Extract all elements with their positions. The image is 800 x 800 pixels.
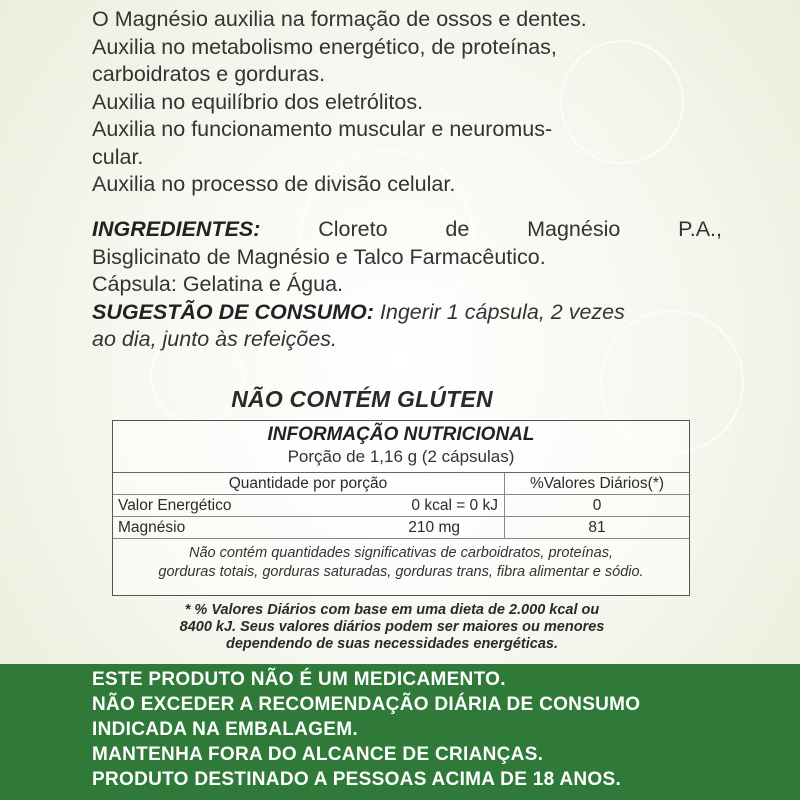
row-name-amount: [113, 517, 505, 538]
warning-line: NÃO EXCEDER A RECOMENDAÇÃO DIÁRIA DE CONSUMO: [92, 694, 641, 715]
consumption-text: Ingerir 1 cápsula, 2 vezes: [379, 299, 625, 324]
nutrition-column-headers: [113, 473, 689, 495]
ingredient-word: Magnésio: [527, 217, 621, 241]
warning-text: [92, 667, 640, 792]
nutrient-daily-value: 81: [588, 519, 606, 536]
ingredients-line-3: Cápsula: Gelatina e Água.: [92, 272, 343, 296]
consumption-label: SUGESTÃO DE CONSUMO:: [92, 299, 374, 324]
nutrient-amount: 210 mg: [408, 519, 460, 536]
footnote-line: dependendo de suas necessidades energéticas.: [225, 636, 559, 652]
benefit-line: Auxilia no equilíbrio dos eletrólitos.: [92, 89, 424, 114]
nutrition-footer-line: Não contém quantidades significativas de carboidratos, proteínas,: [189, 545, 613, 561]
benefit-line: O Magnésio auxilia na formação de ossos e dentes.: [92, 7, 587, 31]
footnote-line: 8400 kJ. Seus valores diários podem ser maiores ou menores: [179, 619, 605, 635]
benefit-line: Auxilia no funcionamento muscular e neuromus-: [92, 117, 553, 141]
warning-banner: [0, 664, 800, 800]
nutrition-title: INFORMAÇÃO NUTRICIONAL: [267, 424, 535, 445]
benefit-line: Auxilia no processo de divisão celular.: [92, 172, 456, 196]
nutrient-daily-value: 0: [592, 497, 602, 514]
table-row: [113, 517, 689, 539]
ingredients-line-2: Bisglicinato de Magnésio e Talco Farmacêutico.: [92, 244, 546, 269]
ingredient-word: de: [445, 217, 470, 241]
gluten-free-notice: NÃO CONTÉM GLÚTEN: [231, 386, 493, 412]
row-name-amount: [113, 495, 505, 516]
nutrition-table: [112, 420, 690, 596]
ingredient-word: Cloreto: [318, 217, 388, 241]
consumption-line-2: ao dia, junto às refeições.: [92, 327, 338, 351]
warning-line: MANTENHA FORA DO ALCANCE DE CRIANÇAS.: [92, 744, 544, 765]
ingredients-line-1: [92, 216, 722, 244]
nutrition-footer-line: gorduras totais, gorduras saturadas, gorduras trans, fibra alimentar e sódio.: [158, 564, 644, 580]
column-header-daily-value: %Valores Diários(*): [529, 475, 665, 492]
warning-line: ESTE PRODUTO NÃO É UM MEDICAMENTO.: [92, 669, 506, 690]
warning-line: INDICADA NA EMBALAGEM.: [92, 719, 358, 740]
footnote-line: * % Valores Diários com base em uma dieta de 2.000 kcal ou: [184, 602, 600, 618]
benefit-line: carboidratos e gorduras.: [92, 62, 326, 86]
nutrition-footer: [113, 539, 689, 582]
benefit-line: cular.: [92, 144, 144, 169]
ingredients-label: INGREDIENTES:: [92, 217, 261, 241]
benefits-list: [92, 6, 732, 199]
column-header-amount-label: Quantidade por porção: [228, 475, 388, 492]
nutrient-name: Valor Energético: [118, 497, 232, 514]
ingredients-section: [92, 216, 722, 354]
nutrient-amount: 0 kcal = 0 kJ: [411, 497, 498, 514]
consumption-line-1: [92, 299, 722, 327]
nutrition-portion: Porção de 1,16 g (2 cápsulas): [287, 447, 515, 466]
ingredient-word: P.A.,: [678, 217, 722, 241]
column-header-amount: [113, 473, 505, 494]
table-row: [113, 495, 689, 517]
warning-line: PRODUTO DESTINADO A PESSOAS ACIMA DE 18 ANOS.: [92, 769, 622, 790]
benefit-line: Auxilia no metabolismo energético, de proteínas,: [92, 34, 557, 59]
daily-values-footnote: [92, 602, 692, 653]
nutrition-header: [113, 421, 689, 473]
nutrient-name: Magnésio: [118, 519, 186, 536]
